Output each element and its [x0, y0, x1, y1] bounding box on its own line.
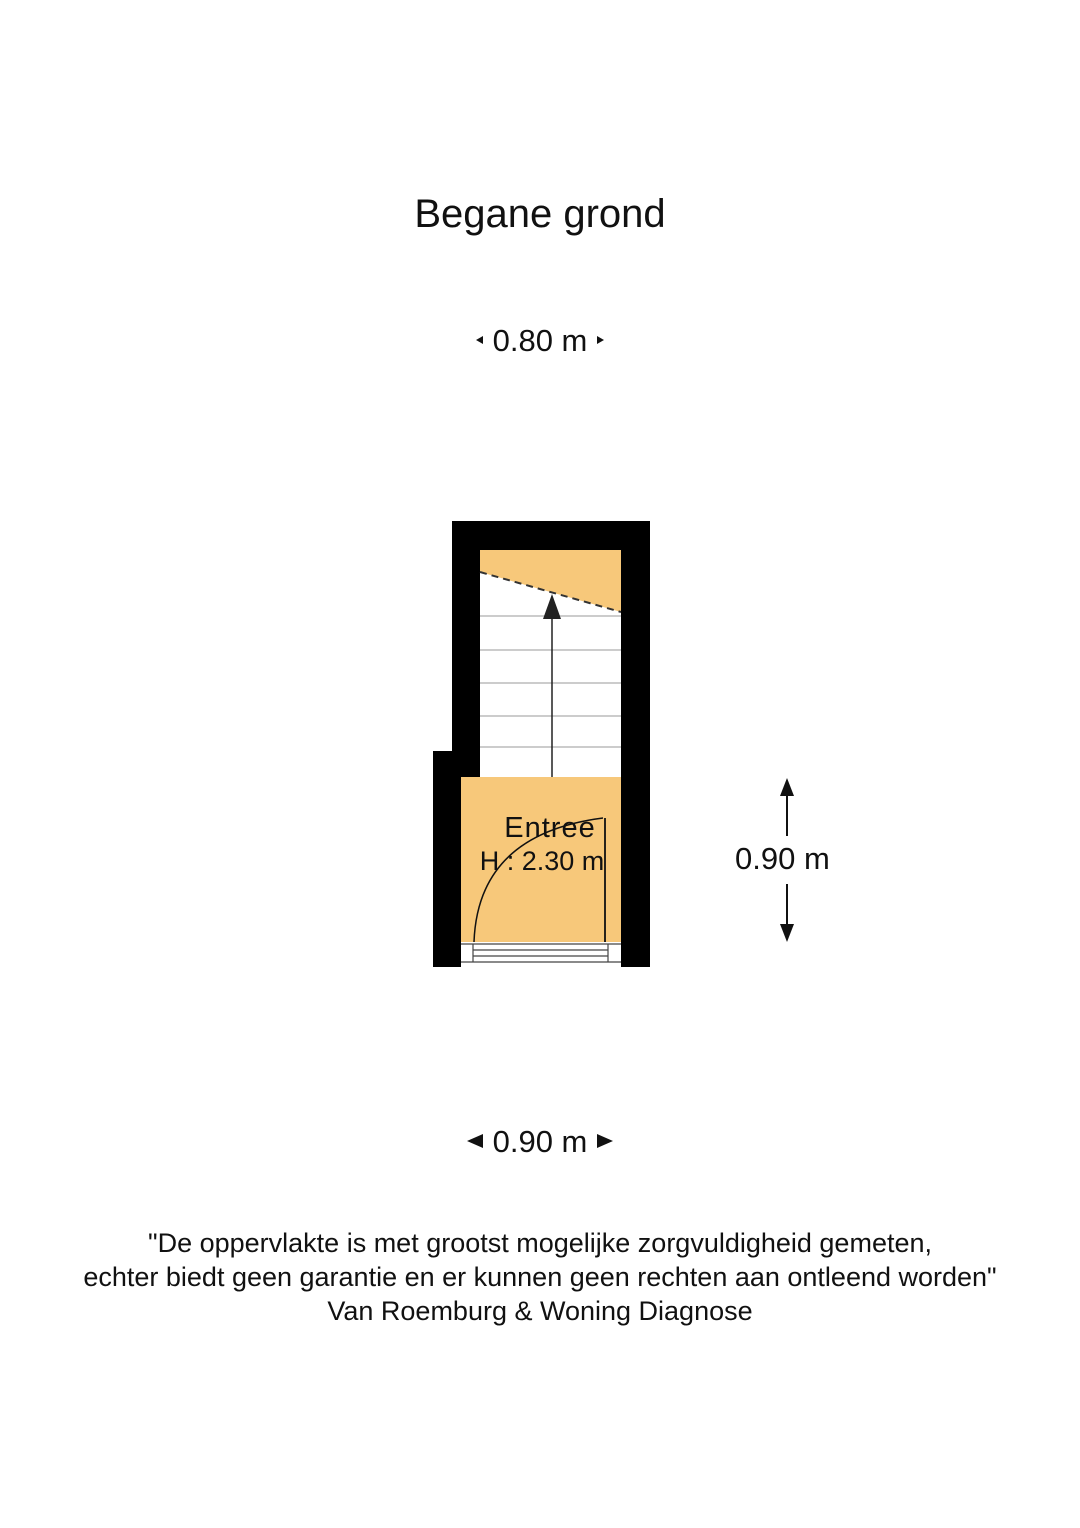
- disclaimer-line-3: Van Roemburg & Woning Diagnose: [327, 1296, 753, 1326]
- dimension-right-depth: 0.90 m: [735, 841, 830, 876]
- arrow-up-icon: [780, 778, 794, 796]
- floor-title: Begane grond: [414, 192, 666, 236]
- wall-entrance-left: [433, 751, 461, 967]
- room-height: H : 2.30 m: [479, 846, 605, 876]
- threshold: [461, 942, 621, 967]
- wall-entrance-shoulder: [452, 751, 461, 781]
- dimension-top-width-label: 0.80 m: [492, 323, 588, 358]
- room-name: Entree: [504, 812, 596, 844]
- dimension-bottom-width-label: 0.90 m: [492, 1124, 588, 1159]
- dimension-bottom-width: [0, 1124, 1080, 1160]
- arrow-down-icon: [780, 924, 794, 942]
- disclaimer-line-1: "De oppervlakte is met grootst mogelijke zorgvuldigheid gemeten,: [148, 1228, 932, 1258]
- wall-entrance-right: [621, 770, 650, 967]
- arrow-right-icon: [597, 1134, 613, 1148]
- disclaimer: [0, 1226, 1080, 1328]
- arrow-left-icon: [467, 1134, 483, 1148]
- disclaimer-line-2: echter biedt geen garantie en er kunnen geen rechten aan ontleend worden": [83, 1262, 997, 1292]
